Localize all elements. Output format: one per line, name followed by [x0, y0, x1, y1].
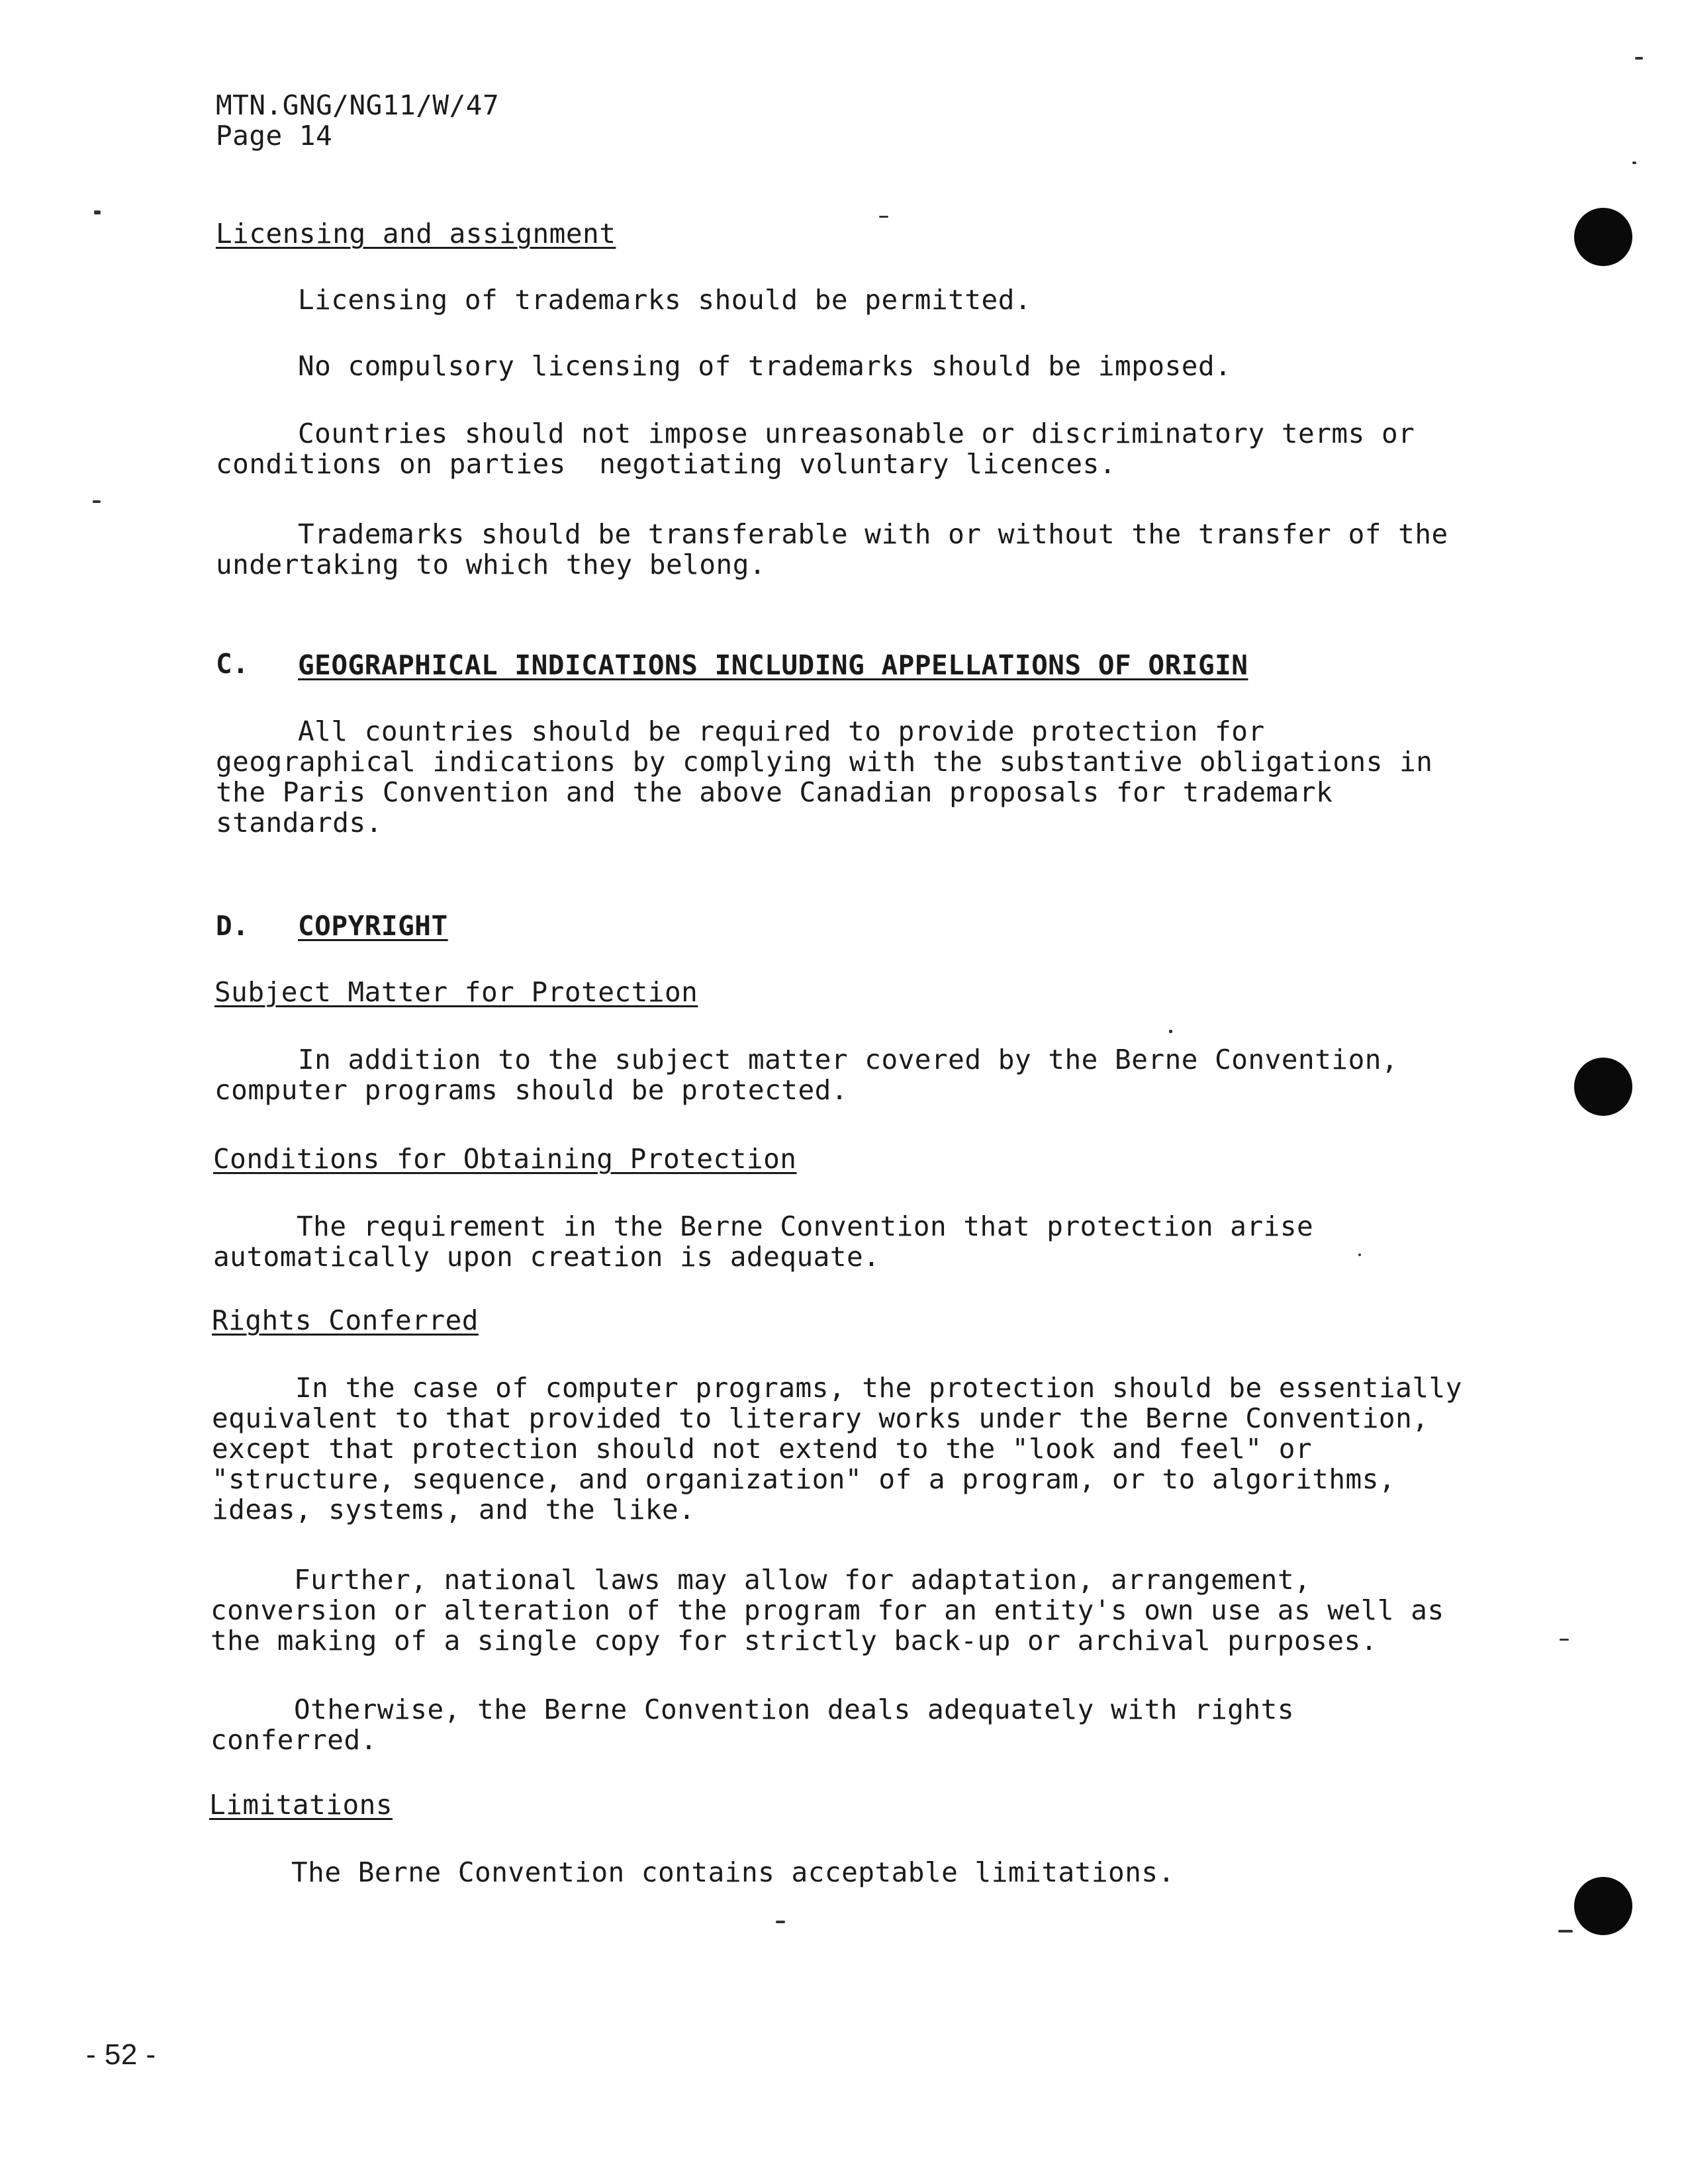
licensing-paragraph-2: No compulsory licensing of trademarks should be imposed. [298, 350, 1232, 382]
licensing-paragraph-3-line-2: conditions on parties negotiating voluntary licences. [216, 448, 1116, 480]
rights-paragraph-1-line-5: ideas, systems, and the like. [212, 1494, 696, 1525]
conditions-line-2: automatically upon creation is adequate. [213, 1241, 880, 1273]
rights-paragraph-3-line-1: Otherwise, the Berne Convention deals adequately with rights [294, 1694, 1295, 1725]
licensing-paragraph-1: Licensing of trademarks should be permitted. [298, 284, 1032, 316]
scan-speck [94, 210, 101, 214]
section-c-paragraph-line-1: All countries should be required to provide protection for [298, 715, 1265, 747]
scan-speck [1169, 1030, 1172, 1033]
limitations-line-1: The Berne Convention contains acceptable limitations. [291, 1856, 1175, 1888]
section-d-heading: COPYRIGHT [298, 910, 448, 942]
rights-paragraph-2-line-2: conversion or alteration of the program for an entity's own use as well as [210, 1594, 1444, 1626]
scan-speck [93, 500, 101, 503]
scan-speck [776, 1921, 785, 1923]
subject-matter-heading: Subject Matter for Protection [214, 976, 698, 1008]
scan-speck [1635, 57, 1643, 60]
rights-paragraph-2-line-3: the making of a single copy for strictly back-up or archival purposes. [210, 1625, 1378, 1657]
section-c-paragraph-line-4: standards. [216, 807, 383, 839]
section-c-letter: C. [216, 648, 250, 680]
punch-hole-bottom [1574, 1877, 1632, 1935]
section-c-heading: GEOGRAPHICAL INDICATIONS INCLUDING APPELLATIONS OF ORIGIN [298, 649, 1248, 681]
licensing-heading: Licensing and assignment [216, 218, 616, 250]
scan-speck [1560, 1639, 1569, 1641]
rights-paragraph-3-line-2: conferred. [210, 1724, 377, 1756]
footer-page-number: - 52 - [86, 2038, 156, 2071]
limitations-heading: Limitations [209, 1789, 393, 1821]
rights-paragraph-2-line-1: Further, national laws may allow for adaptation, arrangement, [294, 1564, 1311, 1596]
page-label: Page 14 [216, 120, 333, 152]
section-d-letter: D. [216, 910, 250, 942]
subject-matter-line-2: computer programs should be protected. [214, 1074, 848, 1106]
licensing-paragraph-3-line-1: Countries should not impose unreasonable or discriminatory terms or [298, 418, 1415, 449]
subject-matter-line-1: In addition to the subject matter covered by the Berne Convention, [298, 1044, 1399, 1075]
rights-paragraph-1-line-3: except that protection should not extend to the "look and feel" or [212, 1433, 1313, 1465]
licensing-paragraph-4-line-1: Trademarks should be transferable with or without the transfer of the [298, 518, 1448, 550]
scan-speck [1358, 1253, 1361, 1256]
section-c-paragraph-line-2: geographical indications by complying with the substantive obligations in [216, 746, 1433, 778]
rights-paragraph-1-line-1: In the case of computer programs, the protection should be essentially [295, 1372, 1462, 1404]
section-c-paragraph-line-3: the Paris Convention and the above Canadian proposals for trademark [216, 776, 1333, 808]
rights-conferred-heading: Rights Conferred [212, 1304, 479, 1336]
scan-speck [1632, 161, 1636, 164]
scan-speck [879, 216, 888, 218]
scan-speck [1558, 1930, 1573, 1933]
punch-hole-middle [1574, 1058, 1632, 1116]
rights-paragraph-1-line-2: equivalent to that provided to literary works under the Berne Convention, [212, 1402, 1429, 1434]
licensing-paragraph-4-line-2: undertaking to which they belong. [216, 549, 767, 580]
conditions-heading: Conditions for Obtaining Protection [213, 1143, 797, 1175]
rights-paragraph-1-line-4: "structure, sequence, and organization" of a program, or to algorithms, [212, 1463, 1396, 1495]
punch-hole-top [1574, 208, 1632, 266]
document-symbol: MTN.GNG/NG11/W/47 [216, 89, 500, 121]
conditions-line-1: The requirement in the Berne Convention that protection arise [297, 1210, 1314, 1242]
